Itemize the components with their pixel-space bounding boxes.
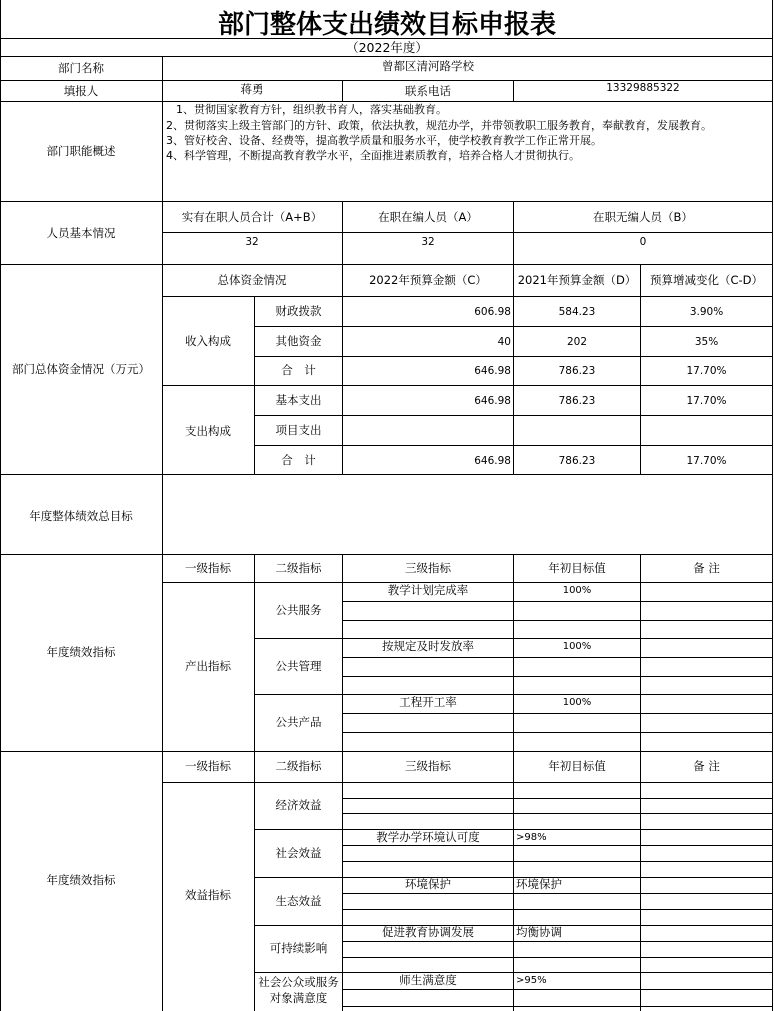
perf2-level2-line2: 对象满意度 xyxy=(269,991,328,1005)
perf2-level3: 环境保护 xyxy=(405,877,451,891)
expense-change: 17.70% xyxy=(686,395,727,407)
perf2-level2: 生态效益 xyxy=(275,894,322,908)
perf2-level3: 师生满意度 xyxy=(399,973,457,987)
perf1-level2: 公共服务 xyxy=(275,603,322,617)
perf1-header-l1: 一级指标 xyxy=(185,561,231,575)
perf2-target: 均衡协调 xyxy=(516,925,562,939)
income-total-label: 合 计 xyxy=(281,363,316,377)
funds-header-change: 预算增减变化（C-D） xyxy=(649,273,764,287)
perf2-level3: 促进教育协调发展 xyxy=(382,925,474,939)
income-label: 收入构成 xyxy=(185,334,231,348)
income-c: 606.98 xyxy=(474,306,511,318)
expense-d: 786.23 xyxy=(558,455,596,467)
perf2-level2: 可持续影响 xyxy=(269,941,328,955)
funds-header-2022: 2022年预算金额（C） xyxy=(369,273,487,287)
filler-label: 填报人 xyxy=(63,84,99,98)
staff-value-total: 32 xyxy=(245,236,259,248)
perf2-level2: 经济效益 xyxy=(275,798,322,812)
perf1-target: 100% xyxy=(562,641,592,652)
perf2-target: >98% xyxy=(516,832,547,843)
staff-header-b: 在职无编人员（B） xyxy=(593,210,693,224)
perf2-header-l1: 一级指标 xyxy=(185,759,231,773)
perf2-target: 环境保护 xyxy=(516,877,562,891)
perf1-level3: 教学计划完成率 xyxy=(387,583,469,597)
income-d: 202 xyxy=(566,336,588,348)
expense-item: 项目支出 xyxy=(275,423,322,437)
perf1-level3: 工程开工率 xyxy=(399,695,457,709)
perf2-level1: 效益指标 xyxy=(185,888,231,902)
funds-label: 部门总体资金情况（万元） xyxy=(12,362,150,376)
duty-line: 2、贯彻落实上级主管部门的方针、政策，依法执教，规范办学，并带领教职工服务教育，奉献教育，发展教育。 xyxy=(166,119,712,132)
staff-label: 人员基本情况 xyxy=(46,226,116,240)
perf2-header-note: 备 注 xyxy=(693,759,720,773)
income-item: 财政拨款 xyxy=(275,304,322,318)
perf1-header-note: 备 注 xyxy=(693,561,720,575)
perf1-level3: 按规定及时发放率 xyxy=(382,639,474,653)
form-title: 部门整体支出绩效目标申报表 xyxy=(217,10,556,40)
perf1-target: 100% xyxy=(562,585,592,596)
perf1-target: 100% xyxy=(562,697,592,708)
staff-value-a: 32 xyxy=(421,236,435,248)
income-d: 584.23 xyxy=(558,306,596,318)
staff-value-b: 0 xyxy=(639,236,647,248)
perf2-label: 年度绩效指标 xyxy=(46,873,116,887)
expense-total-label: 合 计 xyxy=(281,453,316,467)
income-c: 40 xyxy=(497,336,511,348)
perf1-level1: 产出指标 xyxy=(185,659,231,673)
income-change: 3.90% xyxy=(689,306,724,318)
staff-header-a: 在职在编人员（A） xyxy=(378,210,478,224)
phone-label: 联系电话 xyxy=(405,84,451,98)
expense-label: 支出构成 xyxy=(185,424,231,438)
dept-name-value: 曾都区清河路学校 xyxy=(382,59,474,73)
perf1-label: 年度绩效指标 xyxy=(46,645,116,659)
income-c: 646.98 xyxy=(474,365,511,377)
duty-line: 4、科学管理，不断提高教育教学水平，全面推进素质教育，培养合格人才贯彻执行。 xyxy=(166,149,580,162)
income-change: 35% xyxy=(694,336,719,348)
expense-c: 646.98 xyxy=(474,395,511,407)
dept-name-label: 部门名称 xyxy=(58,61,104,75)
form-year: （2022年度） xyxy=(346,40,428,55)
duties-label: 部门职能概述 xyxy=(46,144,116,158)
funds-header-2021: 2021年预算金额（D） xyxy=(517,273,637,287)
perf2-level3: 教学办学环境认可度 xyxy=(376,830,480,844)
perf2-header-target: 年初目标值 xyxy=(548,759,606,773)
perf1-header-l2: 二级指标 xyxy=(275,561,322,575)
perf1-level2: 公共管理 xyxy=(275,659,322,673)
phone-value: 13329885322 xyxy=(606,82,680,94)
expense-c: 646.98 xyxy=(474,455,511,467)
income-d: 786.23 xyxy=(558,365,596,377)
expense-item: 基本支出 xyxy=(275,393,322,407)
income-change: 17.70% xyxy=(686,365,727,377)
perf1-header-target: 年初目标值 xyxy=(548,561,606,575)
perf2-header-l3: 三级指标 xyxy=(405,759,451,773)
goal-label: 年度整体绩效总目标 xyxy=(29,509,133,523)
perf2-level2: 社会公众或服务 xyxy=(258,975,339,989)
duty-line: 1、贯彻国家教育方针，组织教书育人，落实基础教育。 xyxy=(176,103,447,116)
duty-line: 3、管好校舍、设备、经费等，提高教学质量和服务水平，使学校教育教学工作正常开展。 xyxy=(166,134,602,147)
perf2-level2: 社会效益 xyxy=(275,846,322,860)
income-item: 其他资金 xyxy=(275,334,322,348)
perf1-level2: 公共产品 xyxy=(275,715,322,729)
perf2-target: >95% xyxy=(516,975,547,986)
perf1-header-l3: 三级指标 xyxy=(405,561,451,575)
filler-name: 蒋勇 xyxy=(240,82,264,96)
expense-change: 17.70% xyxy=(686,455,727,467)
staff-header-total: 实有在职人员合计（A+B） xyxy=(181,210,323,224)
expense-d: 786.23 xyxy=(558,395,596,407)
perf2-header-l2: 二级指标 xyxy=(275,759,322,773)
funds-header-overall: 总体资金情况 xyxy=(217,273,287,287)
